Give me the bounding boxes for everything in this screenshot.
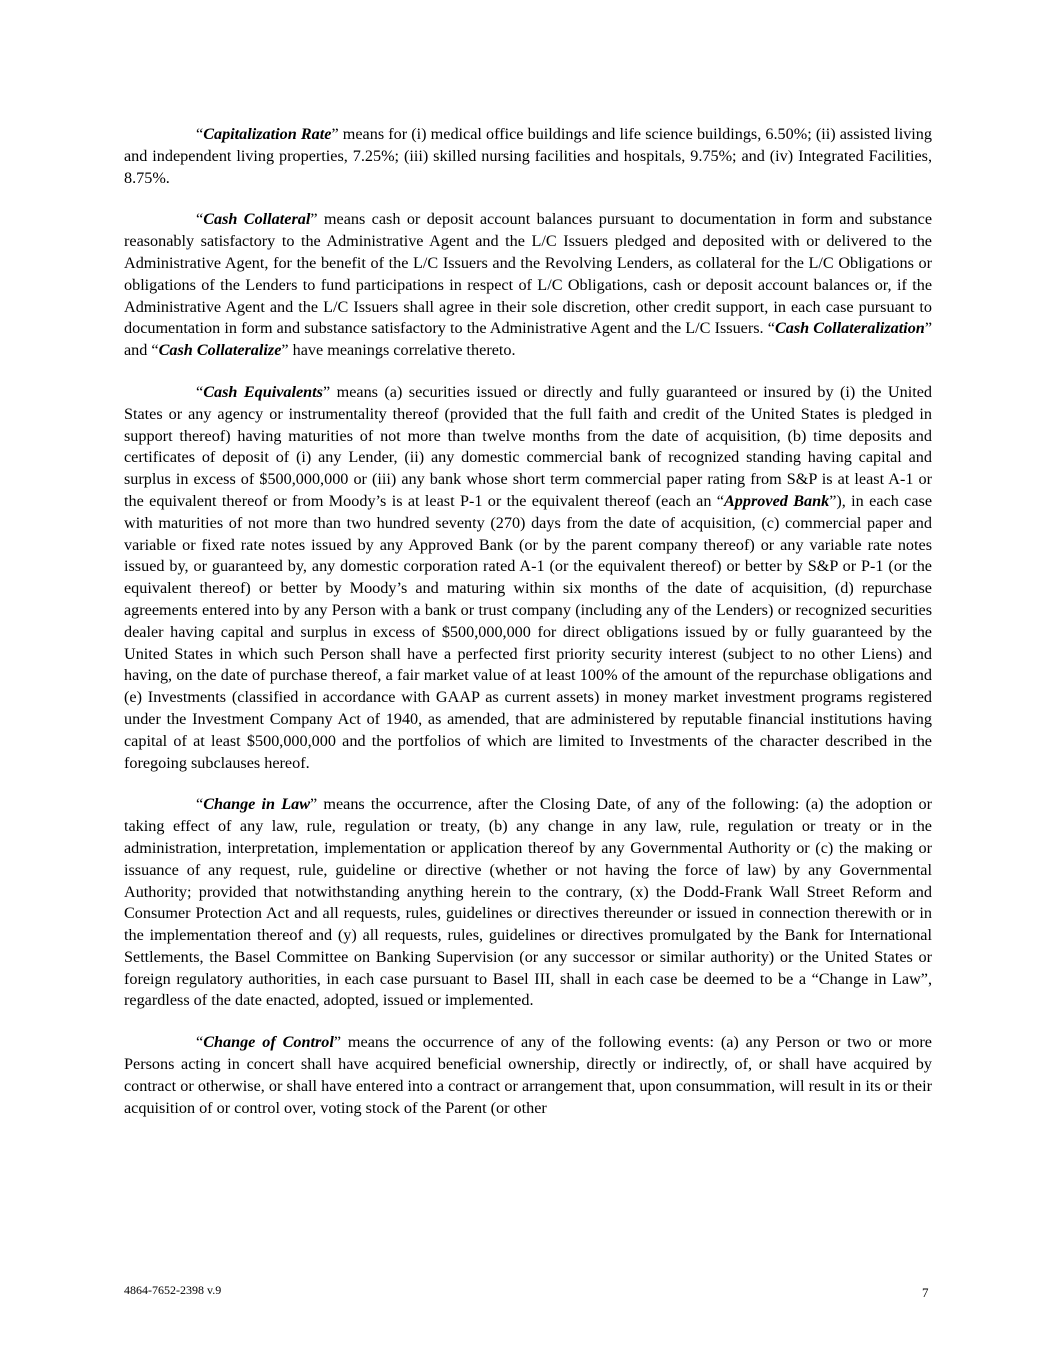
definition-change-of-control bbox=[124, 1032, 932, 1119]
close-quote: ” bbox=[310, 210, 318, 229]
defined-term: Change in Law bbox=[203, 795, 310, 814]
document-body bbox=[124, 124, 932, 1139]
definition-capitalization-rate bbox=[124, 124, 932, 189]
defined-term: Cash Equivalents bbox=[203, 382, 323, 401]
open-quote: “ bbox=[196, 125, 204, 143]
open-quote: “ bbox=[196, 210, 204, 229]
definition-text: means the occurrence, after the Closing Date, of any of the following: (a) the adoption or taking effect of any law, rule, regulation or treaty, (b) any change in any law, rule, regulation or treaty or in the administration, interpretation, implementation or application thereof by any Governmental Authority or (c) the making or issuance of any request, rule, guideline or directive (whether or not having the force of law) by any Governmental Authority; provided that notwithstanding anything herein to the contrary, (x) the Dodd-Frank Wall Street Reform and Consumer Protection Act and all requests, rules, guidelines or directives thereunder or issued in connection therewith or in the implementation thereof and (y) all requests, rules, guidelines or directives promulgated by the Bank for International Settlements, the Basel Committee on Banking Supervision (or any successor or similar authority) or the United States or foreign regulatory authorities, in each case pursuant to Basel III, shall in each case be deemed to be a “Change in Law”, regardless of the date enacted, adopted, issued or implemented. bbox=[124, 795, 932, 1010]
definition-cash-collateral bbox=[124, 209, 932, 362]
open-quote: “ bbox=[196, 1033, 204, 1052]
defined-term: Approved Bank bbox=[724, 491, 830, 510]
defined-term: Change of Control bbox=[203, 1033, 334, 1052]
defined-term: Capitalization Rate bbox=[203, 125, 332, 143]
definition-text: ” have meanings correlative thereto. bbox=[281, 341, 516, 360]
defined-term: Cash Collateral bbox=[203, 210, 311, 229]
definition-text: means (a) securities issued or directly and fully guaranteed or insured by (i) the United States or any agency or instrumentality thereof (provided that the full faith and credit of the United States is pledged in support thereof) having maturities of not more than twelve months from the date of acquisition, (b) time deposits and certificates of deposit of (i) any Lender, (ii) any domestic commercial bank of recognized standing having capital and surplus in excess of $500,000,000 or (iii) any bank whose short term commercial paper rating from S&P is at least A-1 or the equivalent thereof or from Moody’s is at least P-1 or the equivalent thereof (each an “ bbox=[124, 382, 932, 510]
page-number: 7 bbox=[922, 1285, 929, 1300]
definition-change-in-law bbox=[124, 794, 932, 1012]
defined-term: Cash Collateralization bbox=[774, 319, 925, 338]
footer-doc-id: 4864-7652-2398 v.9 bbox=[124, 1283, 222, 1297]
definition-text: means the occurrence of any of the following events: (a) any Person or two or more Persons acting in concert shall have acquired beneficial ownership, directly or indirectly, of, or shall have acquired by contract or otherwise, or shall have entered into a contract or arrangement that, upon consummation, will result in its or their acquisition of or control over, voting stock of the Parent (or other bbox=[124, 1033, 932, 1117]
close-quote: ” bbox=[331, 125, 339, 143]
open-quote: “ bbox=[196, 795, 204, 814]
definition-text: means cash or deposit account balances pursuant to documentation in form and substance reasonably satisfactory to the Administrative Agent and the L/C Issuers pledged and deposited with or delivered to the Administrative Agent, for the benefit of the L/C Issuers and the Revolving Lenders, as collateral for the L/C Obligations or obligations of the Lenders to fund participations in respect of L/C Obligations, cash or deposit account balances or, if the Administrative Agent and the L/C Issuers shall agree in their sole discretion, other credit support, in each case pursuant to documentation in form and substance satisfactory to the Administrative Agent and the L/C Issuers. “ bbox=[124, 210, 933, 338]
close-quote: ” bbox=[322, 382, 331, 401]
definition-text: ” and “ bbox=[124, 319, 932, 360]
definition-cash-equivalents bbox=[124, 382, 932, 774]
open-quote: “ bbox=[196, 382, 204, 401]
defined-term: Cash Collateralize bbox=[158, 341, 282, 360]
definition-text: ”), in each case with maturities of not more than two hundred seventy (270) days from the date of acquisition, (c) commercial paper and variable or fixed rate notes issued by any Approved Bank (or by the parent company thereof) or any variable rate notes issued by, or guaranteed by, any domestic corporation rated A-1 (or the equivalent thereof) or better by S&P or P-1 (or the equivalent thereof) or better by Moody’s and maturing within six months of the date of acquisition, (d) repurchase agreements entered into by any Person with a bank or trust company (including any of the Lenders) or recognized securities dealer having capital and surplus in excess of $500,000,000 for direct obligations issued by or fully guaranteed by the United States in which such Person shall have a perfected first priority security interest (subject to no other Liens) and having, on the date of purchase thereof, a fair market value of at least 100% of the amount of the repurchase obligations and (e) Investments (classified in accordance with GAAP as current assets) in money market investment programs registered under the Investment Company Act of 1940, as amended, that are administered by reputable financial institutions having capital of at least $500,000,000 and the portfolios of which are limited to Investments of the character described in the foregoing subclauses hereof. bbox=[124, 491, 933, 772]
close-quote: ” bbox=[333, 1033, 342, 1052]
definition-text: means for (i) medical office buildings and life science buildings, 6.50%; (ii) assisted living and independent living properties, 7.25%; (iii) skilled nursing facilities and hospitals, 9.75%; and (iv) Integrated Facilities, 8.75%. bbox=[124, 125, 932, 187]
close-quote: ” bbox=[310, 795, 318, 814]
